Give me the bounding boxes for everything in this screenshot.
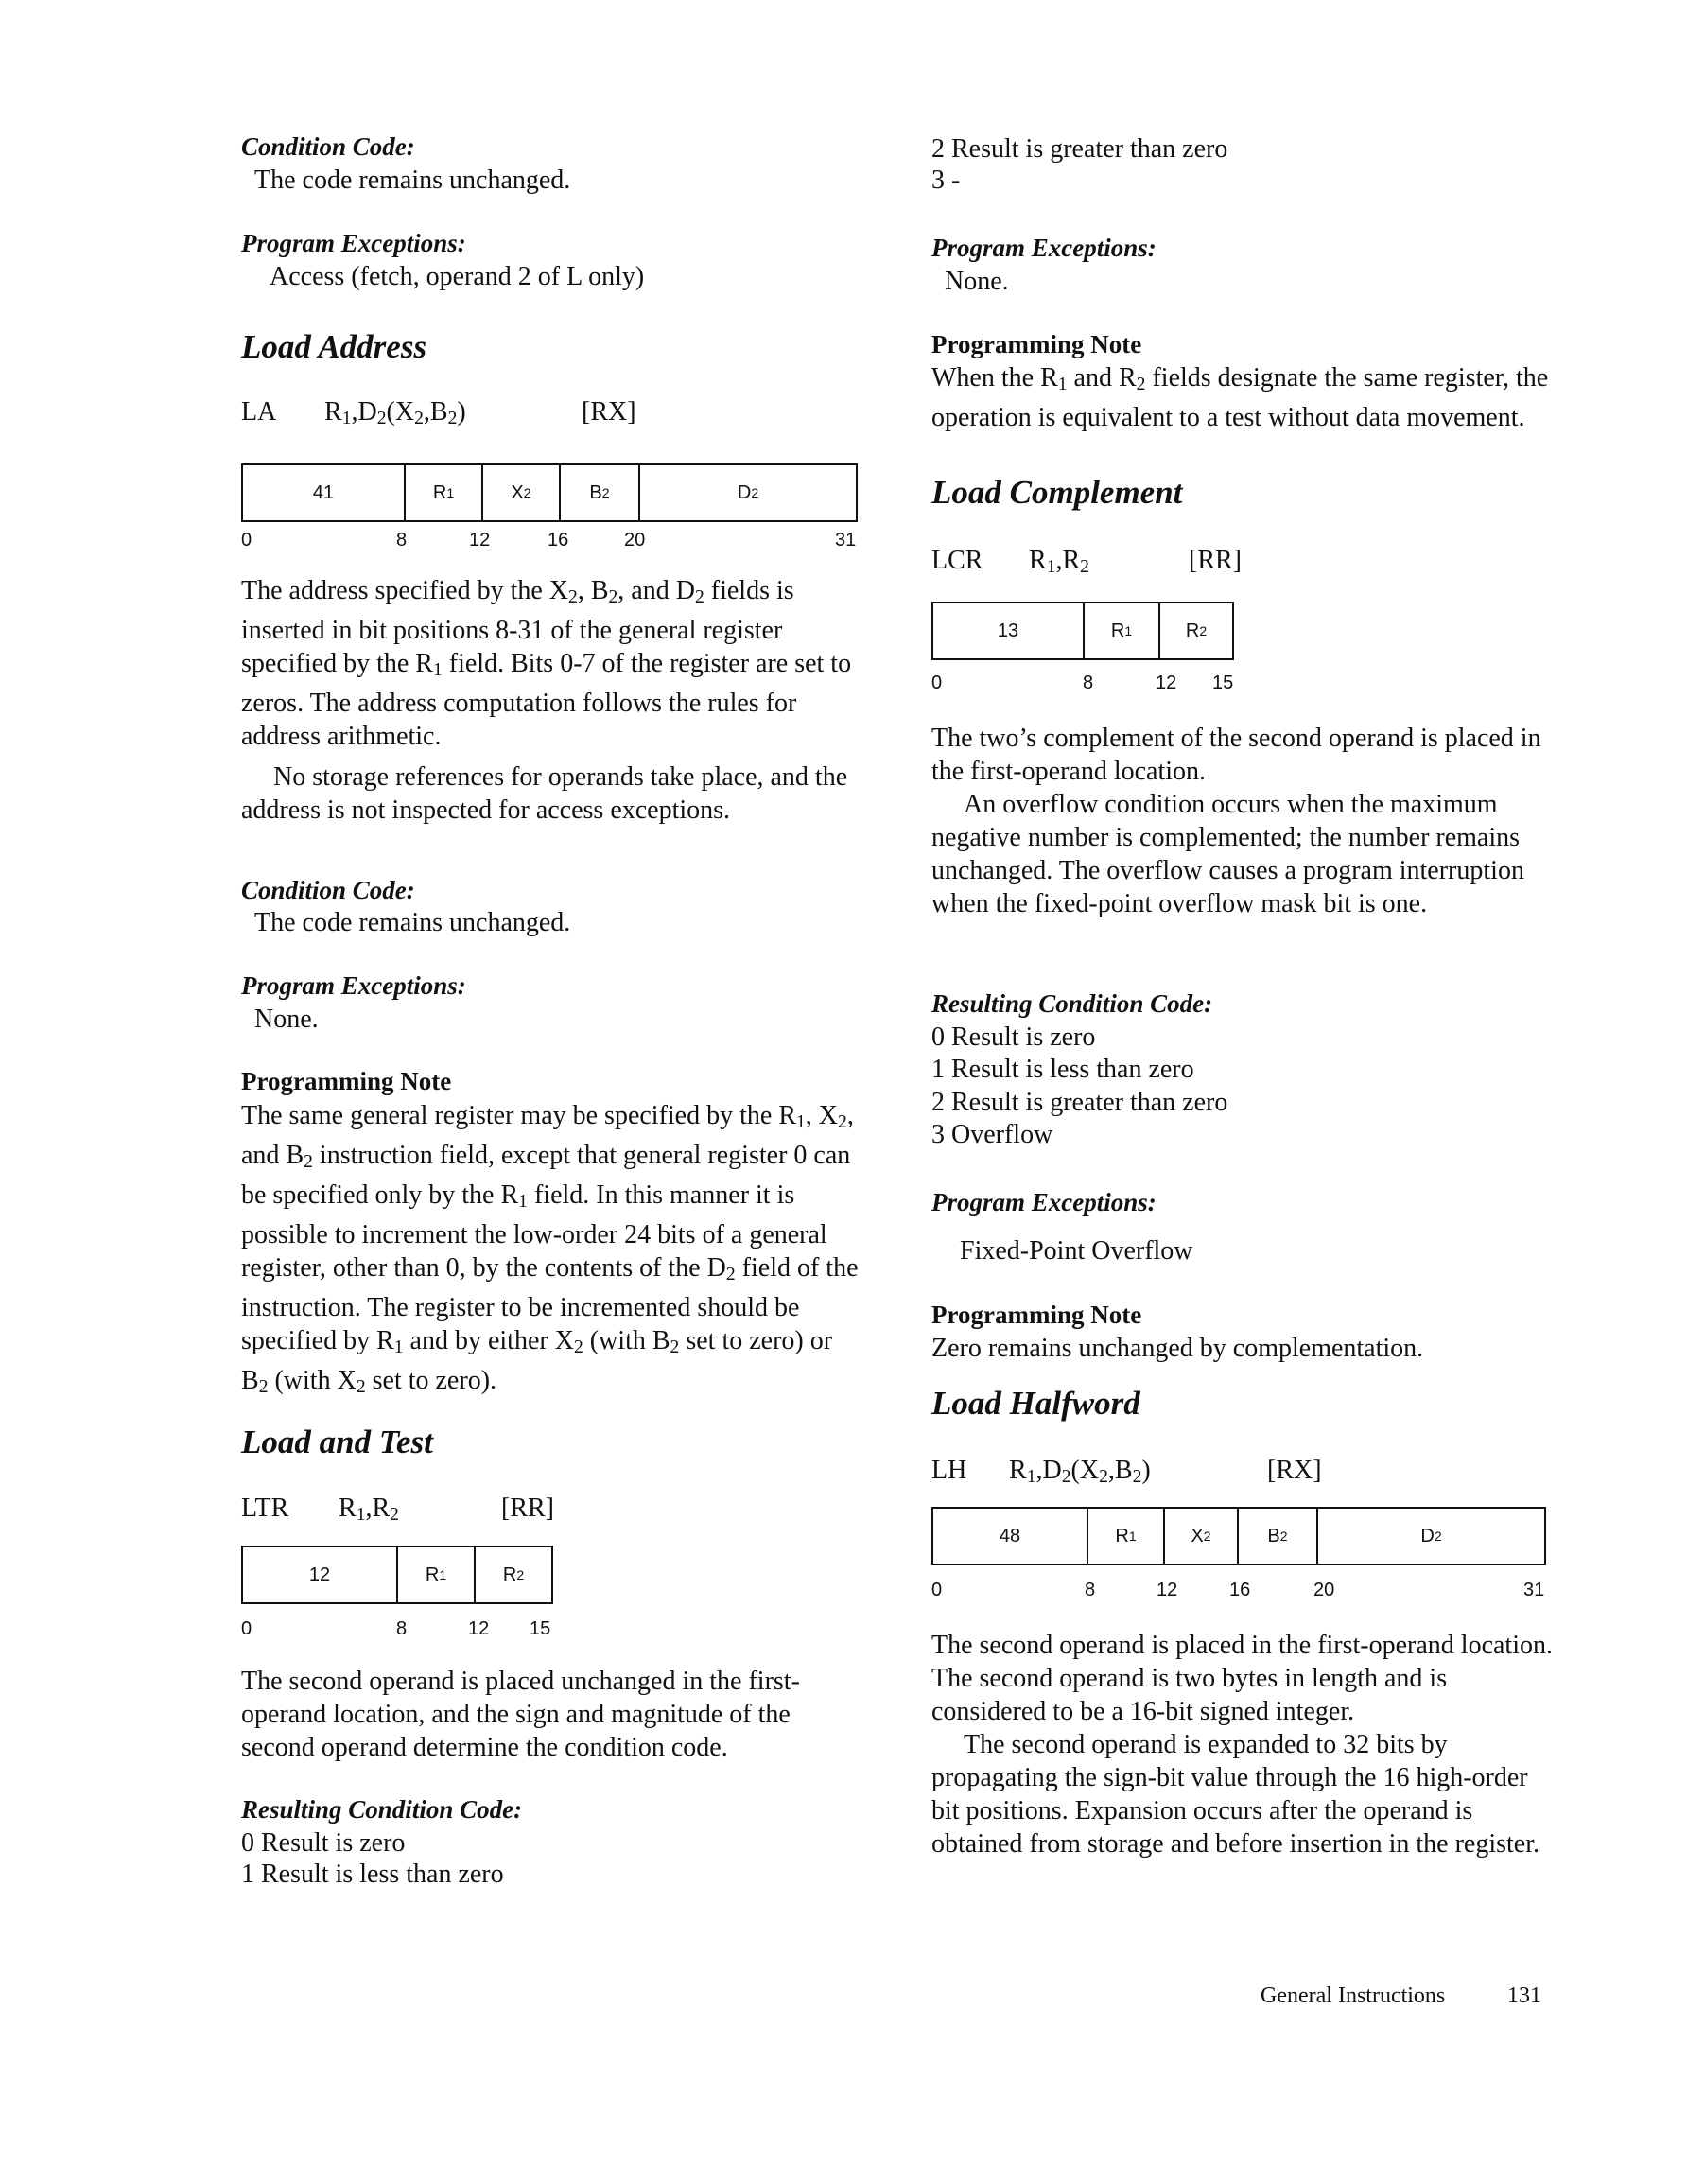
bit-label: 15: [1212, 673, 1234, 693]
section-title-load-halfword: Load Halfword: [931, 1385, 1140, 1422]
body-text: The second operand is placed unchanged in the first-operand location, and the sign and magnitude of the second operand determine the condition code.: [241, 1667, 800, 1762]
bit-label: 8: [1083, 673, 1094, 693]
body-text: [931, 1629, 1556, 1861]
operands: $R_1,R_2$: [339, 1494, 399, 1525]
field-r1: R 1: [1085, 603, 1160, 658]
condition-code-item: 2 Result is greater than zero: [931, 1088, 1228, 1117]
bit-label: 8: [396, 530, 408, 550]
bit-positions-la: [241, 530, 865, 554]
condition-code-item: 0 Result is zero: [241, 1828, 406, 1858]
format-diagram-lh: [931, 1507, 1546, 1565]
field-opcode: 48: [933, 1509, 1088, 1564]
program-exceptions-text: None.: [254, 1005, 319, 1034]
bit-label: 0: [241, 530, 252, 550]
field-d2: D 2: [1420, 1525, 1442, 1546]
paragraph: The address specified by the $X_2$, $B_2$, and $D_2$ fields is inserted in bit positions 8-31 of the general register specified by the $R_1$ field. Bits 0-7 of the register are set to zeros. The address computation follows the rules for address arithmetic.: [241, 576, 852, 751]
paragraph: An overflow condition occurs when the maximum negative number is complemented; the number remains unchanged. The overflow causes a program interruption when the fixed-point overflow mask bit is one.: [931, 790, 1524, 918]
condition-code-text: The code remains unchanged.: [254, 908, 571, 937]
resulting-condition-code-label: Resulting Condition Code:: [931, 989, 1213, 1018]
programming-note-text: When the $R_1$ and $R_2$ fields designate the same register, the operation is equivalent to a test without data movement.: [931, 363, 1549, 432]
field-r1: R 1: [406, 465, 483, 520]
format-type: [RX]: [582, 397, 636, 427]
paragraph: No storage references for operands take place, and the address is not inspected for access exceptions.: [241, 762, 848, 825]
programming-note-heading: Programming Note: [241, 1067, 452, 1095]
field-r1: R 1: [398, 1547, 476, 1602]
programming-note-heading: Programming Note: [931, 1301, 1142, 1329]
section-title-load-and-test: Load and Test: [241, 1424, 433, 1460]
bit-label: 12: [1157, 1580, 1178, 1600]
bit-label: 0: [931, 673, 943, 693]
mnemonic: LA: [241, 397, 277, 427]
field-r2: R 2: [1185, 620, 1208, 641]
condition-code-item: 0 Result is zero: [931, 1022, 1096, 1052]
page-number: 131: [1507, 1983, 1541, 2008]
condition-code-item: 1 Result is less than zero: [241, 1860, 504, 1889]
bit-label: 20: [624, 530, 646, 550]
operands: $R_1,D_2(X_2,B_2)$: [324, 397, 466, 428]
field-b2: B 2: [1239, 1509, 1318, 1564]
mnemonic: LCR: [931, 546, 983, 575]
bit-label: 16: [548, 530, 569, 550]
condition-code-item: 3 -: [931, 166, 961, 195]
program-exceptions-text: None.: [945, 267, 1009, 296]
instruction-format-la: [241, 397, 865, 431]
format-type: [RR]: [501, 1494, 554, 1523]
resulting-condition-code-label: Resulting Condition Code:: [241, 1795, 523, 1824]
program-exceptions-label: Program Exceptions:: [241, 971, 466, 1000]
program-exceptions-text: Fixed-Point Overflow: [960, 1236, 1193, 1266]
bit-positions-lh: [931, 1580, 1556, 1604]
programming-note-text: Zero remains unchanged by complementation.: [931, 1334, 1424, 1363]
field-opcode: 41: [243, 465, 406, 520]
bit-positions-lcr: [931, 673, 1310, 697]
field-x2: X 2: [1165, 1509, 1239, 1564]
paragraph: The second operand is placed in the first-operand location. The second operand is two bytes in length and is considered to be a 16-bit signed integer.: [931, 1631, 1553, 1726]
field-d2: D 2: [737, 481, 759, 503]
field-r2: R 2: [502, 1564, 525, 1585]
bit-label: 12: [1156, 673, 1177, 693]
program-exceptions-label: Program Exceptions:: [241, 229, 466, 257]
paragraph: The two’s complement of the second operand is placed in the first-operand location.: [931, 724, 1541, 786]
format-diagram-lcr: [931, 602, 1234, 660]
bit-label: 8: [396, 1618, 408, 1639]
bit-label: 31: [835, 530, 857, 550]
bit-label: 15: [530, 1618, 551, 1639]
format-type: [RR]: [1189, 546, 1242, 575]
condition-code-item: 2 Result is greater than zero: [931, 134, 1228, 164]
program-exceptions-label: Program Exceptions:: [931, 234, 1157, 262]
format-type: [RX]: [1267, 1456, 1322, 1485]
footer-section-title: General Instructions: [1261, 1983, 1446, 2008]
bit-label: 0: [241, 1618, 252, 1639]
bit-label: 16: [1229, 1580, 1251, 1600]
bit-label: 8: [1085, 1580, 1096, 1600]
bit-label: 31: [1523, 1580, 1545, 1600]
mnemonic: LH: [931, 1456, 967, 1485]
program-exceptions-label: Program Exceptions:: [931, 1188, 1157, 1216]
bit-label: 0: [931, 1580, 943, 1600]
programming-note-heading: Programming Note: [931, 330, 1142, 358]
mnemonic: LTR: [241, 1494, 289, 1523]
body-text: [931, 722, 1556, 920]
section-title-load-address: Load Address: [241, 328, 427, 365]
instruction-format-lh: [931, 1456, 1556, 1490]
condition-code-label: Condition Code:: [241, 876, 415, 904]
condition-code-text: The code remains unchanged.: [254, 166, 571, 195]
field-opcode: 13: [933, 603, 1085, 658]
condition-code-item: 3 Overflow: [931, 1120, 1053, 1149]
program-exceptions-text: Access (fetch, operand 2 of L only): [270, 262, 645, 291]
format-diagram-la: [241, 463, 858, 522]
condition-code-item: 1 Result is less than zero: [931, 1055, 1194, 1084]
field-b2: B 2: [561, 465, 640, 520]
operands: $R_1,D_2(X_2,B_2)$: [1009, 1456, 1151, 1487]
instruction-format-ltr: [241, 1494, 865, 1528]
bit-positions-ltr: [241, 1618, 619, 1643]
bit-label: 20: [1313, 1580, 1335, 1600]
format-diagram-ltr: [241, 1546, 553, 1604]
bit-label: 12: [469, 530, 491, 550]
paragraph: The second operand is expanded to 32 bits by propagating the sign-bit value through the 16 high-order bit positions. Expansion occurs after the operand is obtained from storage and before insertion in the register.: [931, 1730, 1540, 1859]
body-text: [241, 574, 865, 827]
field-r1: R 1: [1088, 1509, 1165, 1564]
field-x2: X 2: [483, 465, 561, 520]
instruction-format-lcr: [931, 546, 1556, 580]
condition-code-label: Condition Code:: [241, 132, 415, 161]
section-title-load-complement: Load Complement: [931, 474, 1183, 511]
operands: $R_1,R_2$: [1029, 546, 1089, 577]
field-opcode: 12: [243, 1547, 398, 1602]
programming-note-text: The same general register may be specified by the $R_1$, $X_2$, and $B_2$ instruction field, except that general register 0 can be specified only by the $R_1$ field. In this manner it is possible to increment the low-order 24 bits of a general register, other than 0, by the contents of the $D_2$ field of the instruction. The register to be incremented should be specified by $R_1$ and by either $X_2$ (with $B_2$ set to zero) or $B_2$ (with $X_2$ set to zero).: [241, 1101, 859, 1397]
bit-label: 12: [468, 1618, 490, 1639]
